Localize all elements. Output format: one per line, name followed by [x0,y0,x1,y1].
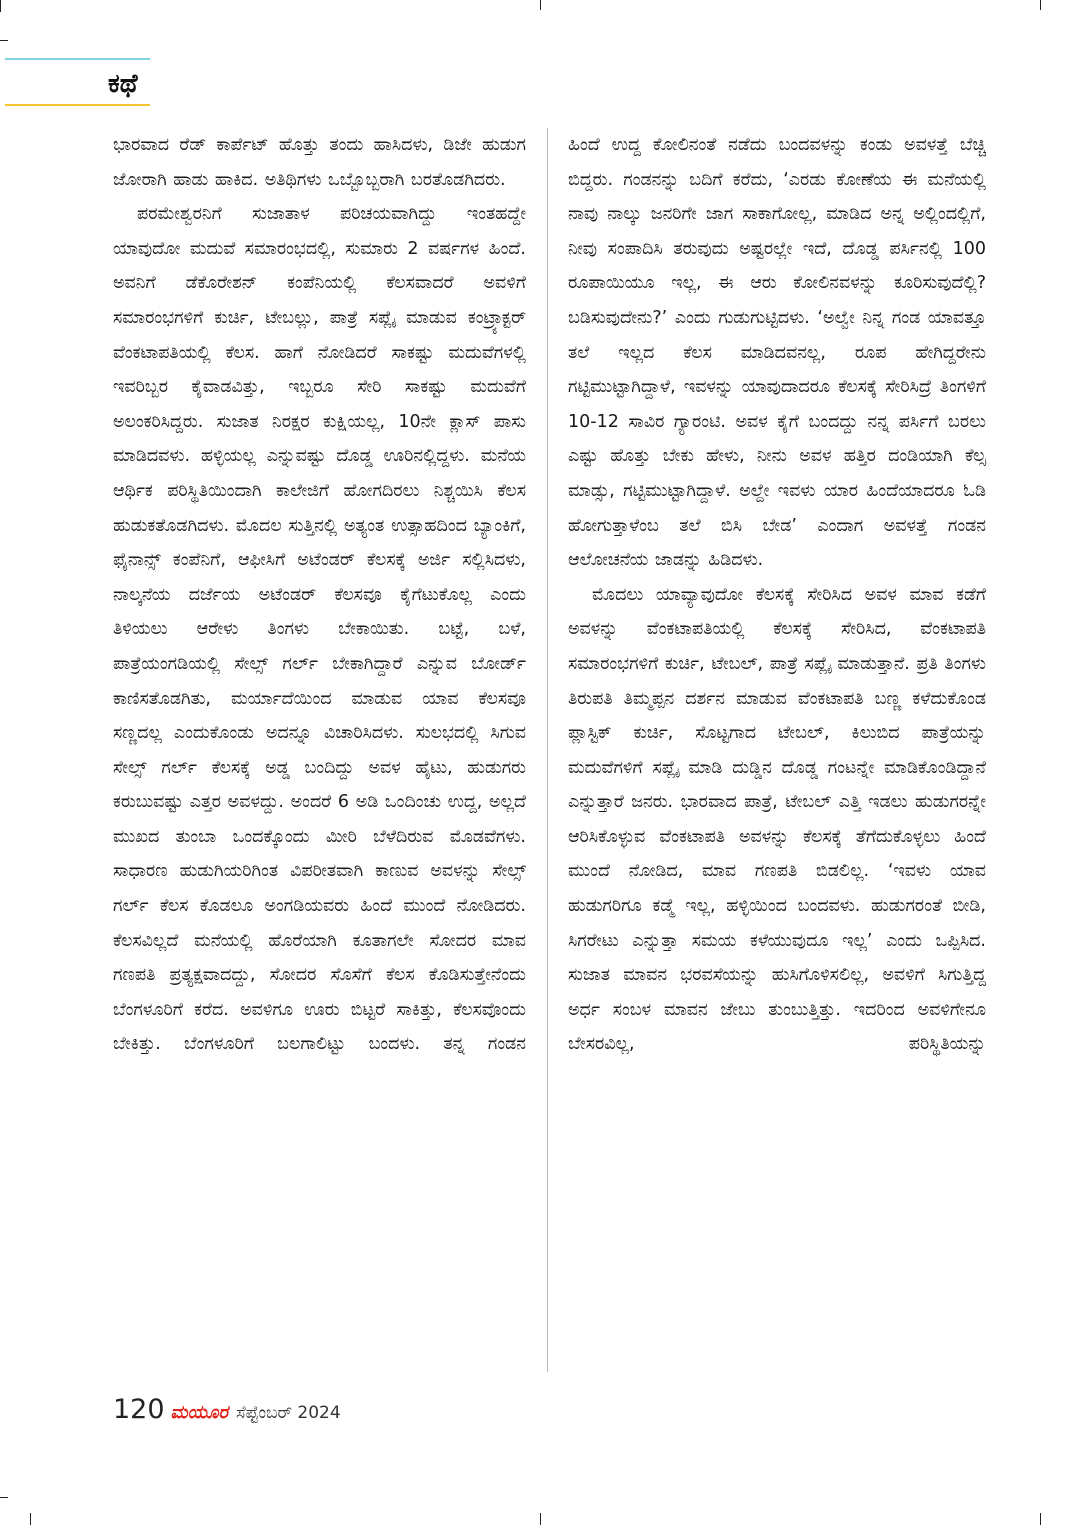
crop-mark-left-upper [0,40,8,41]
crop-mark-bottom-mid [540,1513,541,1525]
crop-mark-left-lower [0,1497,8,1498]
crop-mark-top-left [0,0,1,12]
crop-mark-top-right [1040,0,1041,10]
crop-mark-bottom-left [30,1513,31,1525]
crop-mark-top-mid [540,0,541,10]
section-title: ಕಥೆ [108,69,138,99]
article-column-right [568,128,986,1062]
paragraph: ಭಾರವಾದ ರೆಡ್ ಕಾರ್ಪೆಟ್ ಹೊತ್ತು ತಂದು ಹಾಸಿದಳು, ಡಿಜೇ ಹುಡುಗ ಜೋರಾಗಿ ಹಾಡು ಹಾಕಿದ. ಅತಿಥಿಗಳು ಒಬ್ಬೊಬ್ಬರಾಗಿ ಬರತೊಡಗಿದರು. [113,135,526,190]
section-rule-bottom [5,104,150,106]
crop-mark-bottom-right [1040,1513,1041,1525]
paragraph: ಪರಮೇಶ್ವರನಿಗೆ ಸುಜಾತಾಳ ಪರಿಚಯವಾಗಿದ್ದು ಇಂತಹದ್ದೇ ಯಾವುದೋ ಮದುವೆ ಸಮಾರಂಭದಲ್ಲಿ, ಸುಮಾರು 2 ವರ್ಷಗಳ ಹಿಂದೆ. ಅವನಿಗೆ ಡೆಕೊರೇಶನ್ ಕಂಪೆನಿಯಲ್ಲಿ ಕೆಲಸವಾದರೆ ಅವಳಿಗೆ ಸಮಾರಂಭಗಳಿಗೆ ಕುರ್ಚಿ, ಟೇಬಲ್ಲು, ಪಾತ್ರೆ ಸಪ್ಲೈ ಮಾಡುವ ಕಂಟ್ರ್ಯಾಕ್ಟರ್ ವೆಂಕಟಾಪತಿಯಲ್ಲಿ ಕೆಲಸ. ಹಾಗೆ ನೋಡಿದರೆ ಸಾಕಷ್ಟು ಮದುವೆಗಳಲ್ಲಿ ಇವರಿಬ್ಬರ ಕೈವಾಡವಿತ್ತು, ಇಬ್ಬರೂ ಸೇರಿ ಸಾಕಷ್ಟು ಮದುವೆಗೆ ಅಲಂಕರಿಸಿದ್ದರು. ಸುಜಾತ ನಿರಕ್ಷರ ಕುಕ್ಷಿಯಲ್ಲ, 10ನೇ ಕ್ಲಾಸ್ ಪಾಸು ಮಾಡಿದವಳು. ಹಳ್ಳಿಯಲ್ಲ ಎನ್ನುವಷ್ಟು ದೊಡ್ಡ ಊರಿನಲ್ಲಿದ್ದಳು. ಮನೆಯ ಆರ್ಥಿಕ ಪರಿಸ್ಥಿತಿಯಿಂದಾಗಿ ಕಾಲೇಜಿಗೆ ಹೋಗದಿರಲು ನಿಶ್ಚಯಿಸಿ ಕೆಲಸ ಹುಡುಕತೊಡಗಿದಳು. ಮೊದಲ ಸುತ್ತಿನಲ್ಲಿ ಅತ್ಯಂತ ಉತ್ಸಾಹದಿಂದ ಬ್ಯಾಂಕಿಗೆ, ಫೈನಾನ್ಸ್ ಕಂಪೆನಿಗೆ, ಆಫೀಸಿಗೆ ಅಟೆಂಡರ್ ಕೆಲಸಕ್ಕೆ ಅರ್ಜಿ ಸಲ್ಲಿಸಿದಳು, ನಾಲ್ಕನೆಯ ದರ್ಜೆಯ ಅಟೆಂಡರ್ ಕೆಲಸವೂ ಕೈಗೆಟುಕೊಲ್ಲ ಎಂದು ತಿಳಿಯಲು ಆರೇಳು ತಿಂಗಳು ಬೇಕಾಯಿತು. ಬಟ್ಟೆ, ಬಳೆ, ಪಾತ್ರೆಯಂಗಡಿಯಲ್ಲಿ ಸೇಲ್ಸ್ ಗರ್ಲ್ ಬೇಕಾಗಿದ್ದಾರೆ ಎನ್ನುವ ಬೋರ್ಡ್ ಕಾಣಿಸತೊಡಗಿತು, ಮರ್ಯಾದೆಯಿಂದ ಮಾಡುವ ಯಾವ ಕೆಲಸವೂ ಸಣ್ಣದಲ್ಲ ಎಂದುಕೊಂಡು ಅದನ್ನೂ ವಿಚಾರಿಸಿದಳು. ಸುಲಭದಲ್ಲಿ ಸಿಗುವ ಸೇಲ್ಸ್ ಗರ್ಲ್ ಕೆಲಸಕ್ಕೆ ಅಡ್ಡ ಬಂದಿದ್ದು ಅವಳ ಹೈಟು, ಹುಡುಗರು ಕರುಬುವಷ್ಟು ಎತ್ತರ ಅವಳದ್ದು. ಅಂದರೆ 6 ಅಡಿ ಒಂದಿಂಚು ಉದ್ದ, ಅಲ್ಲದೆ ಮುಖದ ತುಂಬಾ ಒಂದಕ್ಕೊಂದು ಮೀರಿ ಬೆಳೆದಿರುವ ಮೊಡವೆಗಳು. ಸಾಧಾರಣ ಹುಡುಗಿಯರಿಗಿಂತ ವಿಪರೀತವಾಗಿ ಕಾಣುವ ಅವಳನ್ನು ಸೇಲ್ಸ್ ಗರ್ಲ್ ಕೆಲಸ ಕೊಡಲೂ ಅಂಗಡಿಯವರು ಹಿಂದೆ ಮುಂದೆ ನೋಡಿದರು. ಕೆಲಸವಿಲ್ಲದೆ ಮನೆಯಲ್ಲಿ ಹೊರೆಯಾಗಿ ಕೂತಾಗಲೇ ಸೋದರ ಮಾವ ಗಣಪತಿ ಪ್ರತ್ಯಕ್ಷವಾದದ್ದು, ಸೋದರ ಸೊಸೆಗೆ ಕೆಲಸ ಕೊಡಿಸುತ್ತೇನೆಂದು ಬೆಂಗಳೂರಿಗೆ ಕರೆದ. ಅವಳಿಗೂ ಊರು ಬಿಟ್ಟರೆ ಸಾಕಿತ್ತು, ಕೆಲಸವೊಂದು ಬೇಕಿತ್ತು. ಬೆಂಗಳೂರಿಗೆ ಬಲಗಾಲಿಟ್ಟು ಬಂದಳು. ತನ್ನ ಗಂಡನ [113,204,526,1055]
article-column-left [113,128,526,1062]
paragraph: ಹಿಂದೆ ಉದ್ದ ಕೋಲಿನಂತೆ ನಡೆದು ಬಂದವಳನ್ನು ಕಂಡು ಅವಳತ್ತೆ ಬೆಚ್ಚಿ ಬಿದ್ದರು. ಗಂಡನನ್ನು ಬದಿಗೆ ಕರೆದು, ‘ಎರಡು ಕೋಣೆಯ ಈ ಮನೆಯಲ್ಲಿ ನಾವು ನಾಲ್ಕು ಜನರಿಗೇ ಜಾಗ ಸಾಕಾಗೋಲ್ಲ, ಮಾಡಿದ ಅನ್ನ ಅಲ್ಲಿಂದಲ್ಲಿಗೆ, ನೀವು ಸಂಪಾದಿಸಿ ತರುವುದು ಅಷ್ಟರಲ್ಲೇ ಇದೆ, ದೊಡ್ಡ ಪರ್ಸಿನಲ್ಲಿ 100 ರೂಪಾಯಿಯೂ ಇಲ್ಲ, ಈ ಆರು ಕೋಲಿನವಳನ್ನು ಕೂರಿಸುವುದೆಲ್ಲಿ? ಬಡಿಸುವುದೇನು?’ ಎಂದು ಗುಡುಗುಟ್ಟಿದಳು. ‘ಅಲ್ವೇ ನಿನ್ನ ಗಂಡ ಯಾವತ್ತೂ ತಲೆ ಇಲ್ಲದ ಕೆಲಸ ಮಾಡಿದವನಲ್ಲ, ರೂಪ ಹೇಗಿದ್ದರೇನು ಗಟ್ಟಿಮುಟ್ಟಾಗಿದ್ದಾಳೆ, ಇವಳನ್ನು ಯಾವುದಾದರೂ ಕೆಲಸಕ್ಕೆ ಸೇರಿಸಿದ್ರೆ ತಿಂಗಳಿಗೆ 10-12 ಸಾವಿರ ಗ್ಯಾರಂಟಿ. ಅವಳ ಕೈಗೆ ಬಂದದ್ದು ನನ್ನ ಪರ್ಸಿಗೆ ಬರಲು ಎಷ್ಟು ಹೊತ್ತು ಬೇಕು ಹೇಳು, ನೀನು ಅವಳ ಹತ್ತಿರ ದಂಡಿಯಾಗಿ ಕೆಲ್ಸ ಮಾಡ್ಸು, ಗಟ್ಟಿಮುಟ್ಟಾಗಿದ್ದಾಳೆ. ಅಲ್ದೇ ಇವಳು ಯಾರ ಹಿಂದೆಯಾದರೂ ಓಡಿ ಹೋಗುತ್ತಾಳೆಂಬ ತಲೆ ಬಿಸಿ ಬೇಡ’ ಎಂದಾಗ ಅವಳತ್ತೆ ಗಂಡನ ಆಲೋಚನೆಯ ಜಾಡನ್ನು ಹಿಡಿದಳು. [568,135,986,571]
section-rule-top [5,58,150,60]
page-footer [113,1394,341,1424]
paragraph: ಮೊದಲು ಯಾವ್ಯಾವುದೋ ಕೆಲಸಕ್ಕೆ ಸೇರಿಸಿದ ಅವಳ ಮಾವ ಕಡೆಗೆ ಅವಳನ್ನು ವೆಂಕಟಾಪತಿಯಲ್ಲಿ ಕೆಲಸಕ್ಕೆ ಸೇರಿಸಿದ, ವೆಂಕಟಾಪತಿ ಸಮಾರಂಭಗಳಿಗೆ ಕುರ್ಚಿ, ಟೇಬಲ್, ಪಾತ್ರೆ ಸಪ್ಲೈ ಮಾಡುತ್ತಾನೆ. ಪ್ರತಿ ತಿಂಗಳು ತಿರುಪತಿ ತಿಮ್ಮಪ್ಪನ ದರ್ಶನ ಮಾಡುವ ವೆಂಕಟಾಪತಿ ಬಣ್ಣ ಕಳೆದುಕೊಂಡ ಪ್ಲಾಸ್ಟಿಕ್ ಕುರ್ಚಿ, ಸೊಟ್ಟಗಾದ ಟೇಬಲ್, ಕಿಲುಬಿದ ಪಾತ್ರೆಯನ್ನು ಮದುವೆಗಳಿಗೆ ಸಪ್ಲೈ ಮಾಡಿ ದುಡ್ಡಿನ ದೊಡ್ಡ ಗಂಟನ್ನೇ ಮಾಡಿಕೊಂಡಿದ್ದಾನೆ ಎನ್ನುತ್ತಾರೆ ಜನರು. ಭಾರವಾದ ಪಾತ್ರೆ, ಟೇಬಲ್ ಎತ್ತಿ ಇಡಲು ಹುಡುಗರನ್ನೇ ಆರಿಸಿಕೊಳ್ಳುವ ವೆಂಕಟಾಪತಿ ಅವಳನ್ನು ಕೆಲಸಕ್ಕೆ ತೆಗೆದುಕೊಳ್ಳಲು ಹಿಂದೆ ಮುಂದೆ ನೋಡಿದ, ಮಾವ ಗಣಪತಿ ಬಿಡಲಿಲ್ಲ. ‘ಇವಳು ಯಾವ ಹುಡುಗರಿಗೂ ಕಡ್ಮೆ ಇಲ್ಲ, ಹಳ್ಳಿಯಿಂದ ಬಂದವಳು. ಹುಡುಗರಂತೆ ಬೀಡಿ, ಸಿಗರೇಟು ಎನ್ನುತ್ತಾ ಸಮಯ ಕಳೆಯುವುದೂ ಇಲ್ಲ’ ಎಂದು ಒಪ್ಪಿಸಿದ. ಸುಜಾತ ಮಾವನ ಭರವಸೆಯನ್ನು ಹುಸಿಗೊಳಿಸಲಿಲ್ಲ, ಅವಳಿಗೆ ಸಿಗುತ್ತಿದ್ದ ಅರ್ಧ ಸಂಬಳ ಮಾವನ ಜೇಬು ತುಂಬುತ್ತಿತ್ತು. ಇದರಿಂದ ಅವಳಿಗೇನೂ ಬೇಸರವಿಲ್ಲ, ಪರಿಸ್ಥಿತಿಯನ್ನು [568,584,986,1055]
page-number: 120 [113,1394,165,1425]
issue-date: ಸೆಪ್ಟೆಂಬರ್ 2024 [235,1403,341,1423]
column-divider [547,128,548,1372]
magazine-logo: ಮಯೂರ [170,1402,228,1423]
